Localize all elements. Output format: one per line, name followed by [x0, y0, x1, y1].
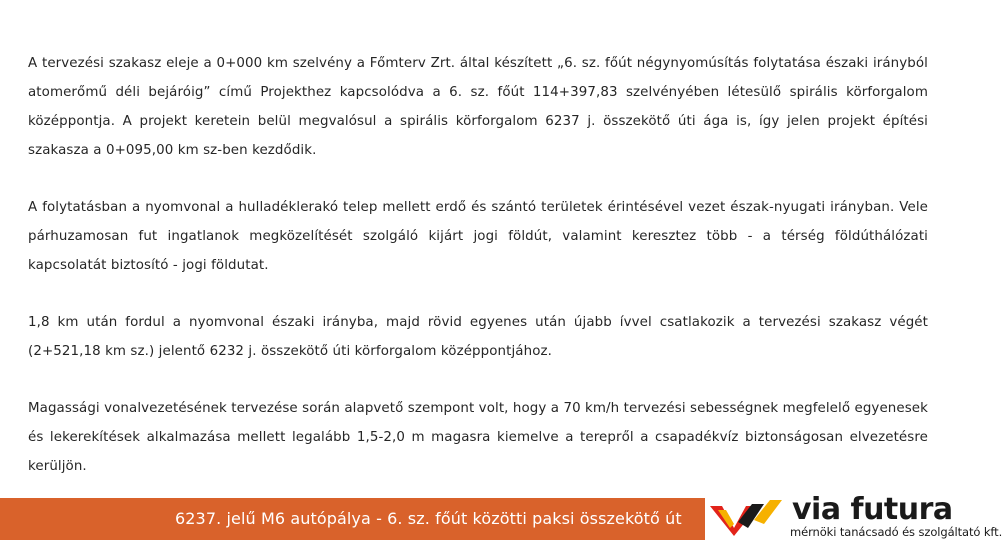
logo-tagline: mérnöki tanácsadó és szolgáltató kft. — [790, 525, 1002, 539]
via-futura-logo — [708, 492, 1002, 540]
logo-wordmark: via futura — [792, 492, 953, 527]
paragraph-start-section: A tervezési szakasz eleje a 0+000 km szelvény a Főmterv Zrt. által készített „6. sz. főút négynyomúsítás folytatása északi irányból atomerőmű déli bejáróig” című Projekthez kapcsolódva a 6. sz. főút 114+397,83 szelvényében létesülő spirális körforgalom középpontja. A projekt keretein belül megvalósul a spirális körforgalom 6237 j. összekötő úti ága is, így jelen projekt építési szakasza a 0+095,00 km sz-ben kezdődik. — [28, 56, 928, 158]
paragraph-route-continuation: A folytatásban a nyomvonal a hulladéklerakó telep mellett erdő és szántó területek érintésével vezet észak-nyugati irányban. Vele párhuzamosan fut ingatlanok megközelítését szolgáló kijárt jogi földút, valamint keresztez több - a térség földúthálózati kapcsolatát biztosító - jogi földutat. — [28, 200, 928, 273]
logo-chevron-icon — [708, 498, 790, 538]
paragraph-route-turn: 1,8 km után fordul a nyomvonal északi irányba, majd rövid egyenes után újabb ívvel csatlakozik a tervezési szakasz végét (2+521,18 km sz.) jelentő 6232 j. összekötő úti körforgalom középpontjához. — [28, 315, 928, 359]
paragraph-vertical-alignment: Magassági vonalvezetésének tervezése során alapvető szempont volt, hogy a 70 km/h tervezési sebességnek megfelelő egyenesek és lekerekítések alkalmazása mellett legalább 1,5-2,0 m magasra kiemelve a terepről a csapadékvíz biztonságosan elvezetésre kerüljön. — [28, 401, 928, 474]
footer-title: 6237. jelű M6 autópálya - 6. sz. főút közötti paksi összekötő út — [175, 509, 682, 528]
document-body — [28, 49, 928, 509]
